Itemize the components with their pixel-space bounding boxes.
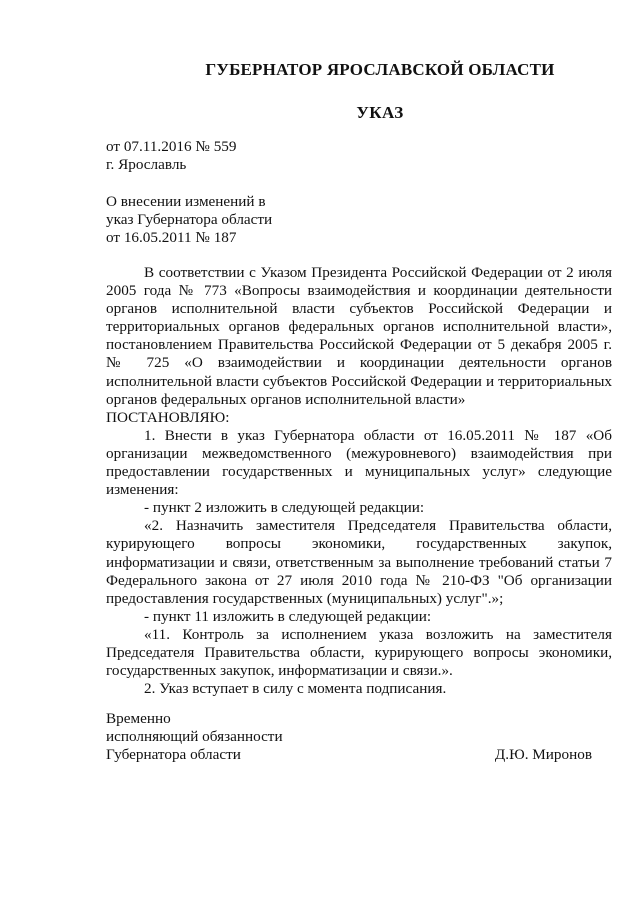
subject-line-1: О внесении изменений в <box>106 193 266 210</box>
signatory-name: Д.Ю. Миронов <box>494 746 592 763</box>
item-1-paragraph: 1. Внести в указ Губернатора области от 16.05.2011 № 187 «Об организации межведомственного (межуровневого) взаимодействия при предоставлении государственных и муниципальных услуг» следующие изменения: <box>106 426 612 499</box>
change-1-text: «2. Назначить заместителя Председателя Правительства области, курирующего вопросы экономики, государственных закупок, информатизации и связи, ответственным за выполнение требований статьи 7 Федерального закона от 27 июля 2010 года № 210-ФЗ "Об организации предоставления государственных (муниципальных) услуг".»; <box>106 517 612 607</box>
subject-line-3: от 16.05.2011 № 187 <box>106 229 237 246</box>
change-2-intro: - пункт 11 изложить в следующей редакции: <box>144 607 432 625</box>
subject-line-2: указ Губернатора области <box>106 211 273 228</box>
document-city: г. Ярославль <box>106 156 187 173</box>
preamble-paragraph: В соответствии с Указом Президента Российской Федерации от 2 июля 2005 года № 773 «Вопросы взаимодействия и координации деятельности органов исполнительной власти субъектов Российской Федерации и территориальных органов федеральных органов исполнительной власти», постановлением Правительства Российской Федерации от 5 декабря 2005 г. № 725 «О взаимодействии и координации деятельности органов исполнительной власти субъектов Российской Федерации и территориальных органов федеральных органов исполнительной власти» <box>106 264 612 408</box>
change-1-intro: - пункт 2 изложить в следующей редакции: <box>144 499 425 517</box>
item-2-paragraph: 2. Указ вступает в силу с момента подписания. <box>144 680 447 698</box>
document-body <box>106 264 612 698</box>
document-date-number: от 07.11.2016 № 559 <box>106 138 237 155</box>
document-type-title: УКАЗ <box>356 103 404 122</box>
change-2-text: «11. Контроль за исполнением указа возложить на заместителя Председателя Правительства области, курирующего вопросы экономики, государственных закупок, информатизации и связи.». <box>106 625 612 680</box>
decree-word: ПОСТАНОВЛЯЮ: <box>106 408 230 426</box>
document-authority-title: ГУБЕРНАТОР ЯРОСЛАВСКОЙ ОБЛАСТИ <box>205 60 555 79</box>
signature-line-1: Временно <box>106 710 171 727</box>
signature-line-3: Губернатора области <box>106 746 241 763</box>
signature-line-2: исполняющий обязанности <box>106 728 283 745</box>
